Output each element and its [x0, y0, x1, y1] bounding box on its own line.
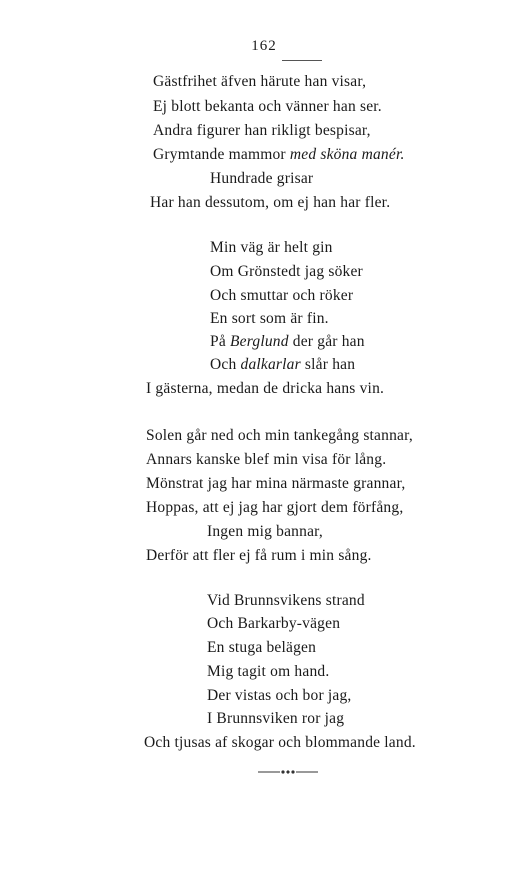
poem-line: Och Barkarby-vägen — [207, 615, 341, 632]
ornament-divider — [258, 768, 318, 776]
page-number: 162 — [251, 38, 277, 54]
poem-line: En stuga belägen — [207, 639, 317, 656]
poem-text: der går han — [288, 333, 365, 350]
poem-line: Vid Brunnsvikens strand — [207, 592, 365, 609]
poem-line: I Brunnsviken ror jag — [207, 710, 345, 727]
poem-line: Annars kanske blef min visa för lång. — [146, 451, 387, 468]
poem-line: Har han dessutom, om ej han har fler. — [150, 194, 391, 211]
poem-line: Ej blott bekanta och vänner han ser. — [153, 98, 382, 115]
poem-line — [210, 355, 355, 375]
poem-line: Gästfrihet äfven härute han visar, — [153, 73, 367, 90]
poem-line: Derför att fler ej få rum i min sång. — [146, 547, 372, 564]
poem-line: Andra figurer han rikligt bespisar, — [153, 122, 371, 139]
poem-line: Der vistas och bor jag, — [207, 687, 352, 704]
poem-line — [153, 145, 405, 165]
poem-text: slår han — [300, 356, 356, 373]
poem-text: Och — [210, 356, 241, 373]
poem-text: På — [210, 333, 230, 350]
page-number-rule — [282, 60, 322, 61]
poem-line: En sort som är fin. — [210, 310, 329, 327]
poem-italic-text: Berglund — [229, 333, 289, 350]
poem-line: Mönstrat jag har mina närmaste grannar, — [146, 475, 406, 492]
poem-line: Mig tagit om hand. — [207, 663, 330, 680]
poem-line: I gästerna, medan de dricka hans vin. — [146, 380, 385, 397]
poem-line: Min väg är helt gin — [210, 239, 333, 256]
poem-line: Om Grönstedt jag söker — [210, 263, 363, 280]
poem-italic-text: dalkarlar — [240, 356, 301, 373]
poem-line: Ingen mig bannar, — [207, 523, 323, 540]
poem-line — [210, 332, 365, 352]
poem-italic-text: med sköna manér. — [289, 146, 405, 163]
poem-line: Och smuttar och röker — [210, 287, 354, 304]
poem-line: Hundrade grisar — [210, 170, 314, 187]
poem-line: Hoppas, att ej jag har gjort dem förfång, — [146, 499, 404, 516]
poem-line: Solen går ned och min tankegång stannar, — [146, 427, 413, 444]
poem-line: Och tjusas af skogar och blommande land. — [144, 734, 416, 751]
poem-text: Grymtande mammor — [153, 146, 290, 163]
